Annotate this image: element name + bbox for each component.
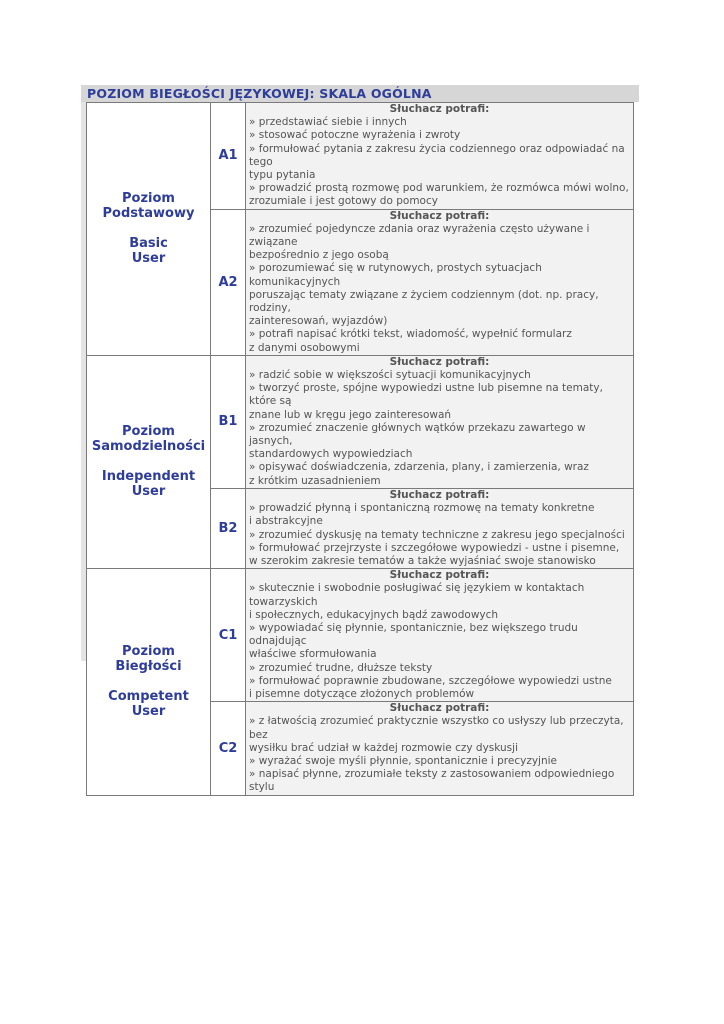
level-pl-line-1: Poziom [122, 644, 175, 660]
description-line: » prowadzić prostą rozmowę pod warunkiem, że rozmówca mówi wolno, [249, 182, 629, 195]
description-line: zainteresowań, wyjazdów) [249, 315, 388, 328]
description-cell [246, 569, 634, 702]
level-code: B2 [211, 488, 246, 568]
description-line: » formułować pytania z zakresu życia codziennego oraz odpowiadać na tego [249, 142, 625, 168]
description-line: zrozumiale i jest gotowy do pomocy [249, 195, 438, 208]
level-en-line-2: User [131, 251, 166, 267]
table-row [87, 103, 634, 210]
level-pl-line-1: Poziom [122, 424, 175, 440]
level-cell [87, 355, 211, 568]
document-title: POZIOM BIEGŁOŚCI JĘZYKOWEJ: SKALA OGÓLNA [87, 86, 432, 101]
level-pl-line-1: Poziom [122, 191, 175, 207]
description-line: » opisywać doświadczenia, zdarzenia, plany, i zamierzenia, wraz [249, 461, 589, 474]
level-en-line-2: User [131, 484, 166, 500]
description-line: » prowadzić płynną i spontaniczną rozmowę na tematy konkretne [249, 502, 595, 515]
description-line: i pisemne dotyczące złożonych problemów [249, 687, 475, 700]
description-line: znane lub w kręgu jego zainteresowań [249, 408, 452, 421]
level-code: C2 [211, 702, 246, 795]
table-row [87, 569, 634, 702]
description-line: » zrozumieć pojedyncze zdania oraz wyrażenia często używane i związane [249, 222, 590, 249]
description-line: i abstrakcyjne [249, 515, 323, 528]
level-pl-line-2: Biegłości [115, 659, 182, 675]
description-heading: Słuchacz potrafi: [389, 355, 490, 368]
description-line: typu pytania [249, 169, 316, 182]
description-line: » porozumiewać się w rutynowych, prostych sytuacjach komunikacyjnych [249, 262, 542, 288]
description-line: » wypowiadać się płynnie, spontanicznie, bez większego trudu odnajdując [249, 621, 578, 648]
description-line: » przedstawiać siebie i innych [249, 116, 407, 129]
level-cell [87, 569, 211, 795]
description-line: » zrozumieć trudne, dłuższe teksty [249, 661, 433, 674]
description-heading: Słuchacz potrafi: [389, 702, 490, 715]
description-line: » wyrażać swoje myśli płynnie, spontanicznie i precyzyjnie [249, 754, 557, 767]
description-line: » potrafi napisać krótki tekst, wiadomość, wypełnić formularz [249, 328, 572, 341]
level-code: B1 [211, 355, 246, 488]
description-heading: Słuchacz potrafi: [389, 569, 490, 582]
description-heading: Słuchacz potrafi: [389, 103, 490, 115]
level-code: A2 [211, 209, 246, 355]
description-line: właściwe sformułowania [249, 648, 377, 661]
level-pl-line-2: Samodzielności [91, 439, 206, 455]
description-cell [246, 209, 634, 355]
title-bar [81, 85, 639, 102]
description-line: » skutecznie i swobodnie posługiwać się językiem w kontaktach towarzyskich [249, 582, 585, 608]
level-en-line-1: Competent [108, 689, 189, 705]
level-code: A1 [211, 103, 246, 210]
description-line: » tworzyć proste, spójne wypowiedzi ustne lub pisemne na tematy, które są [249, 382, 603, 408]
description-cell [246, 103, 634, 210]
description-line: » z łatwością zrozumieć praktycznie wszystko co usłyszy lub przeczyta, bez [249, 715, 624, 741]
level-en-line-2: User [131, 704, 166, 720]
description-heading: Słuchacz potrafi: [389, 488, 490, 501]
proficiency-table [86, 102, 634, 796]
description-line: wysiłku brać udział w każdej rozmowie czy dyskusji [249, 741, 518, 754]
level-pl-line-2: Podstawowy [102, 206, 195, 222]
description-line: » stosować potoczne wyrażenia i zwroty [249, 129, 461, 142]
level-en-line-1: Basic [129, 236, 168, 252]
description-cell [246, 702, 634, 795]
description-line: z danymi osobowymi [249, 341, 360, 354]
description-line: bezpośrednio z jego osobą [249, 249, 389, 262]
description-line: » napisać płynne, zrozumiałe teksty z zastosowaniem odpowiedniego stylu [249, 768, 615, 794]
description-line: » zrozumieć dyskusję na tematy techniczne z zakresu jego specjalności [249, 528, 625, 541]
description-line: » formułować przejrzyste i szczegółowe wypowiedzi - ustne i pisemne, [249, 541, 620, 554]
description-cell [246, 488, 634, 568]
description-line: » radzić sobie w większości sytuacji komunikacyjnych [249, 369, 531, 382]
table-row [87, 355, 634, 488]
description-line: z krótkim uzasadnieniem [249, 474, 381, 487]
description-line: » formułować poprawnie zbudowane, szczegółowe wypowiedzi ustne [249, 674, 612, 687]
level-code: C1 [211, 569, 246, 702]
description-line: standardowych wypowiedziach [249, 448, 413, 461]
description-line: poruszając tematy związane z życiem codziennym (dot. np. pracy, rodziny, [249, 288, 599, 315]
level-en-line-1: Independent [101, 469, 196, 485]
description-heading: Słuchacz potrafi: [389, 209, 490, 222]
level-cell [87, 103, 211, 356]
description-line: » zrozumieć znaczenie głównych wątków przekazu zawartego w jasnych, [249, 421, 586, 448]
description-line: w szerokim zakresie tematów a także wyjaśniać swoje stanowisko [249, 554, 596, 567]
description-line: i społecznych, edukacyjnych bądź zawodowych [249, 608, 499, 621]
description-cell [246, 355, 634, 488]
